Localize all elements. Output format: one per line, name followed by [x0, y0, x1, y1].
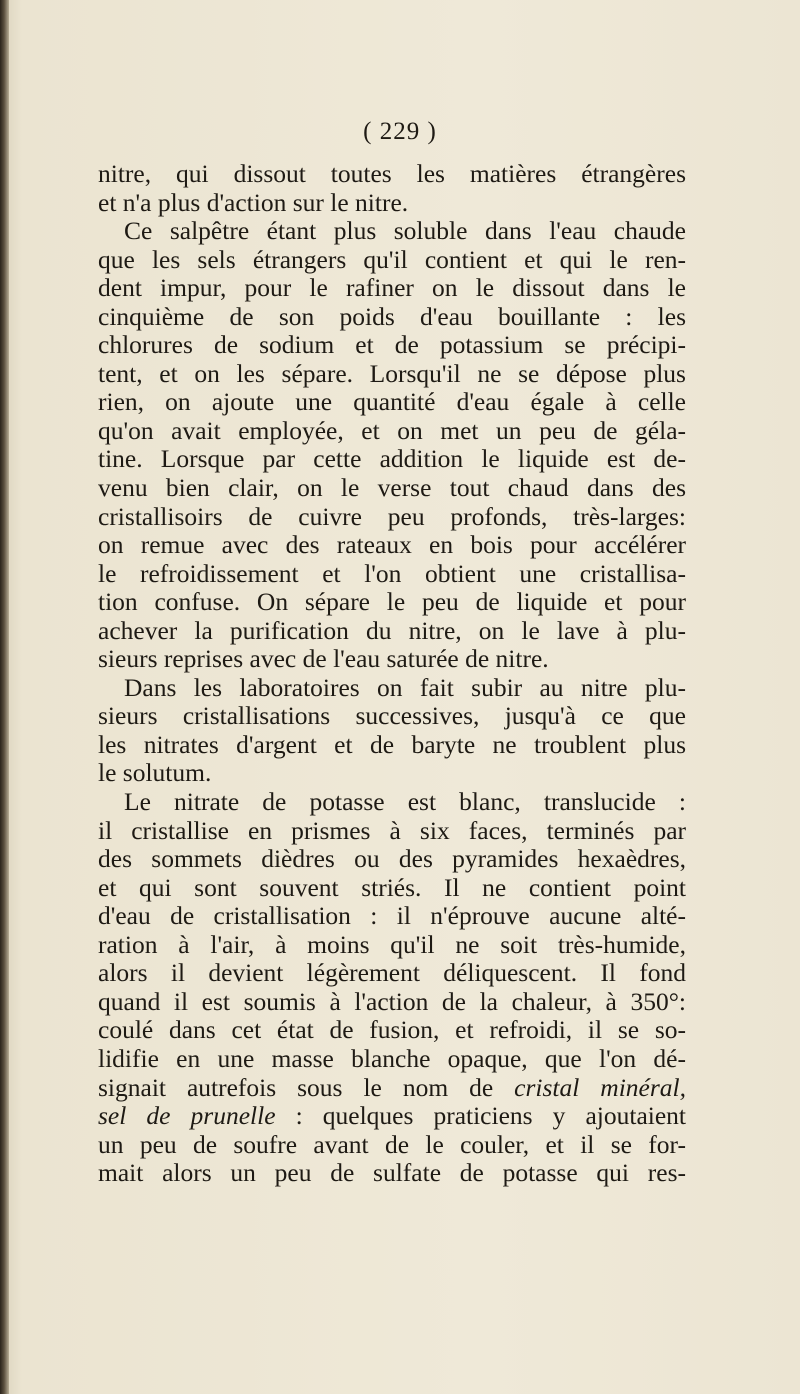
text-line: rien, on ajoute une quantité d'eau égale à celle	[98, 387, 686, 417]
text-line: les nitrates d'argent et de baryte ne troublent plus	[98, 729, 686, 759]
text-line: venu bien clair, on le verse tout chaud dans des	[98, 473, 686, 503]
page-number-header	[0, 118, 800, 146]
text-line: d'eau de cristallisation : il n'éprouve aucune alté-	[98, 901, 686, 931]
text-line: un peu de soufre avant de le couler, et il se for-	[98, 1129, 686, 1159]
text-line: Dans les laboratoires on fait subir au nitre plu-	[124, 672, 686, 702]
text-line: le refroidissement et l'on obtient une cristallisa-	[98, 558, 686, 588]
text-line: le solutum.	[98, 758, 212, 788]
page-number: ( 229 )	[363, 118, 437, 145]
text-line: cristallisoirs de cuivre peu profonds, très-larges:	[98, 501, 686, 531]
text-line: et n'a plus d'action sur le nitre.	[98, 187, 409, 217]
text-line: des sommets dièdres ou des pyramides hexaèdres,	[98, 844, 686, 874]
text-line: on remue avec des rateaux en bois pour accélérer	[98, 530, 686, 560]
italic-term: sel de prunelle	[98, 1101, 276, 1131]
text-line: ration à l'air, à moins qu'il ne soit très-humide,	[98, 929, 686, 959]
text-line: tent, et on les sépare. Lorsqu'il ne se dépose plus	[98, 358, 686, 388]
text-line: qu'on avait employée, et on met un peu de géla-	[98, 415, 686, 445]
text-line: il cristallise en prismes à six faces, terminés par	[98, 815, 686, 845]
text-line: Le nitrate de potasse est blanc, translucide :	[124, 787, 686, 817]
text-line: dent impur, pour le rafiner on le dissout dans le	[98, 273, 686, 303]
line-text: : quelques praticiens y ajoutaient	[295, 1101, 687, 1131]
text-line	[98, 1074, 686, 1103]
text-line: chlorures de sodium et de potassium se précipi-	[98, 330, 686, 360]
text-line: et qui sont souvent striés. Il ne contient point	[98, 872, 686, 902]
text-line: achever la purification du nitre, on le lave à plu-	[98, 615, 686, 645]
text-line	[98, 1102, 686, 1131]
text-line: quand il est soumis à l'action de la chaleur, à 350°:	[98, 986, 686, 1016]
text-line: mait alors un peu de sulfate de potasse qui res-	[98, 1158, 686, 1188]
text-line: alors il devient légèrement déliquescent. Il fond	[98, 958, 686, 988]
text-line: que les sels étrangers qu'il contient et qui le ren-	[98, 244, 686, 274]
text-line: sieurs cristallisations successives, jusqu'à ce que	[98, 701, 686, 731]
text-line: sieurs reprises avec de l'eau saturée de nitre.	[98, 644, 549, 674]
page-binding-edge	[0, 0, 9, 1394]
text-line: cinquième de son poids d'eau bouillante : les	[98, 301, 686, 331]
italic-term: cristal minéral,	[514, 1072, 686, 1102]
text-line: tine. Lorsque par cette addition le liquide est de-	[98, 444, 686, 474]
text-line: lidifie en une masse blanche opaque, que l'on dé-	[98, 1043, 686, 1073]
text-line: Ce salpêtre étant plus soluble dans l'eau chaude	[124, 216, 686, 246]
text-line: nitre, qui dissout toutes les matières étrangères	[98, 159, 686, 188]
body-text	[98, 160, 686, 1188]
line-text: signait autrefois sous le nom de	[98, 1072, 494, 1102]
text-line: coulé dans cet état de fusion, et refroidi, il se so-	[98, 1015, 686, 1045]
text-line: tion confuse. On sépare le peu de liquide et pour	[98, 587, 686, 617]
